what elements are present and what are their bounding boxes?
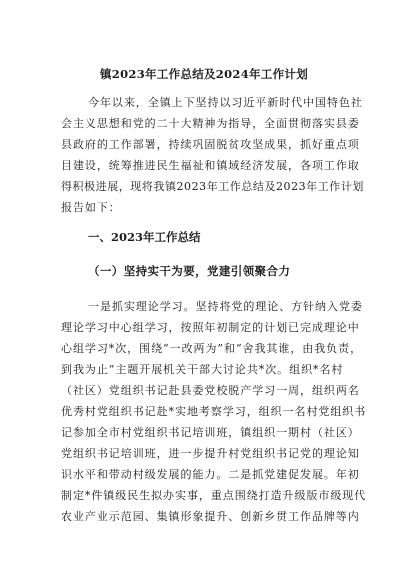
- document-title: 镇2023年工作总结及2024年工作计划: [99, 67, 308, 81]
- intro-paragraph-line: 目建设，统筹推进民生福祉和镇域经济发展，各项工作取: [61, 159, 360, 172]
- section-heading: 一、2023年工作总结: [88, 230, 201, 244]
- body-paragraph-line: 农业产业示范园、集镇形象提升、创新乡贯工作品牌等内: [61, 510, 360, 523]
- body-paragraph-line: （社区）党组织书记赴县委党校脱产学习一周，组织两名: [61, 384, 360, 397]
- intro-paragraph-line: 县政府的工作部署，持续巩固脱贫攻坚成果，抓好重点项: [61, 138, 360, 151]
- intro-paragraph-line: 今年以来，全镇上下坚持以习近平新时代中国特色社: [88, 96, 363, 109]
- body-paragraph-line: 优秀村党组织书记赴*实地考察学习，组织一名村党组织书: [61, 405, 367, 418]
- body-paragraph-line: 党组织书记培训班，进一步提升村党组织书记党的理论知: [61, 447, 360, 460]
- body-paragraph-line: 识水平和带动村级发展的能力。二是抓党建促发展。年初: [61, 468, 360, 481]
- body-paragraph-line: 记参加全市村党组织书记培训班，镇组织一期村（社区）: [61, 426, 360, 439]
- intro-paragraph-line: 得积极进展，现将我镇2023年工作总结及2023年工作计划: [61, 180, 364, 193]
- body-paragraph-line: 制定*件镇级民生拟办实事，重点围绕打造升级版市级现代: [61, 489, 367, 502]
- body-paragraph-line: 心组学习*次，围绕“一改两为”和“舍我其谁，由我负责，: [61, 342, 363, 355]
- subsection-heading: （一）坚持实干为要，党建引领聚合力: [88, 264, 291, 278]
- body-paragraph-line: 到我为止”主题开展机关干部大讨论共*次。组织*名村: [61, 363, 344, 376]
- body-paragraph-line: 理论学习中心组学习，按照年初制定的计划已完成理论中: [61, 321, 360, 334]
- intro-paragraph-line: 会主义思想和党的二十大精神为指导，全面贯彻落实县委: [61, 117, 360, 130]
- body-paragraph-line: 一是抓实理论学习。坚持将党的理论、方针纳入党委: [88, 300, 363, 313]
- intro-paragraph-line: 报告如下：: [61, 201, 121, 214]
